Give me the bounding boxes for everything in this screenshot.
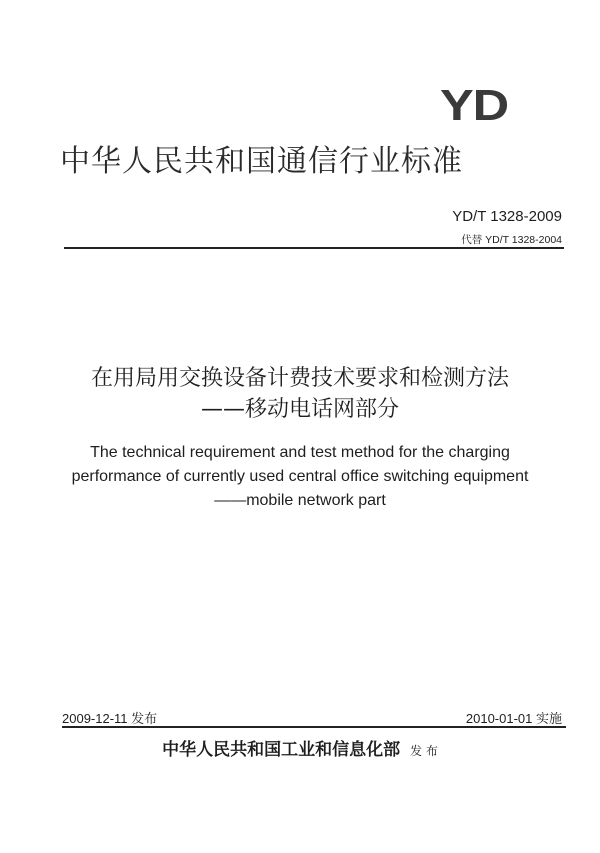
publisher-name: 中华人民共和国工业和信息化部 <box>162 740 401 760</box>
header-divider <box>64 247 564 249</box>
publisher-line <box>0 735 600 760</box>
issue-date: 2009-12-11 发布 <box>62 711 158 726</box>
standard-category: 中华人民共和国通信行业标准 <box>60 144 463 179</box>
english-title-line1: The technical requirement and test method for the charging <box>90 444 510 461</box>
yd-logo: YD <box>440 81 508 130</box>
english-title-line3: ——mobile network part <box>214 492 386 509</box>
chinese-title-line1: 在用局用交换设备计费技术要求和检测方法 <box>90 366 509 391</box>
effective-date: 2010-01-01 实施 <box>465 711 562 726</box>
english-title-line2: performance of currently used central office switching equipment <box>71 468 529 485</box>
footer-divider <box>62 726 566 728</box>
standard-code: YD/T 1328-2009 <box>452 208 562 225</box>
replaces-code: 代替 YD/T 1328-2004 <box>461 234 562 246</box>
chinese-title-line2: ——移动电话网部分 <box>200 397 399 422</box>
publisher-suffix: 发 布 <box>410 744 438 758</box>
